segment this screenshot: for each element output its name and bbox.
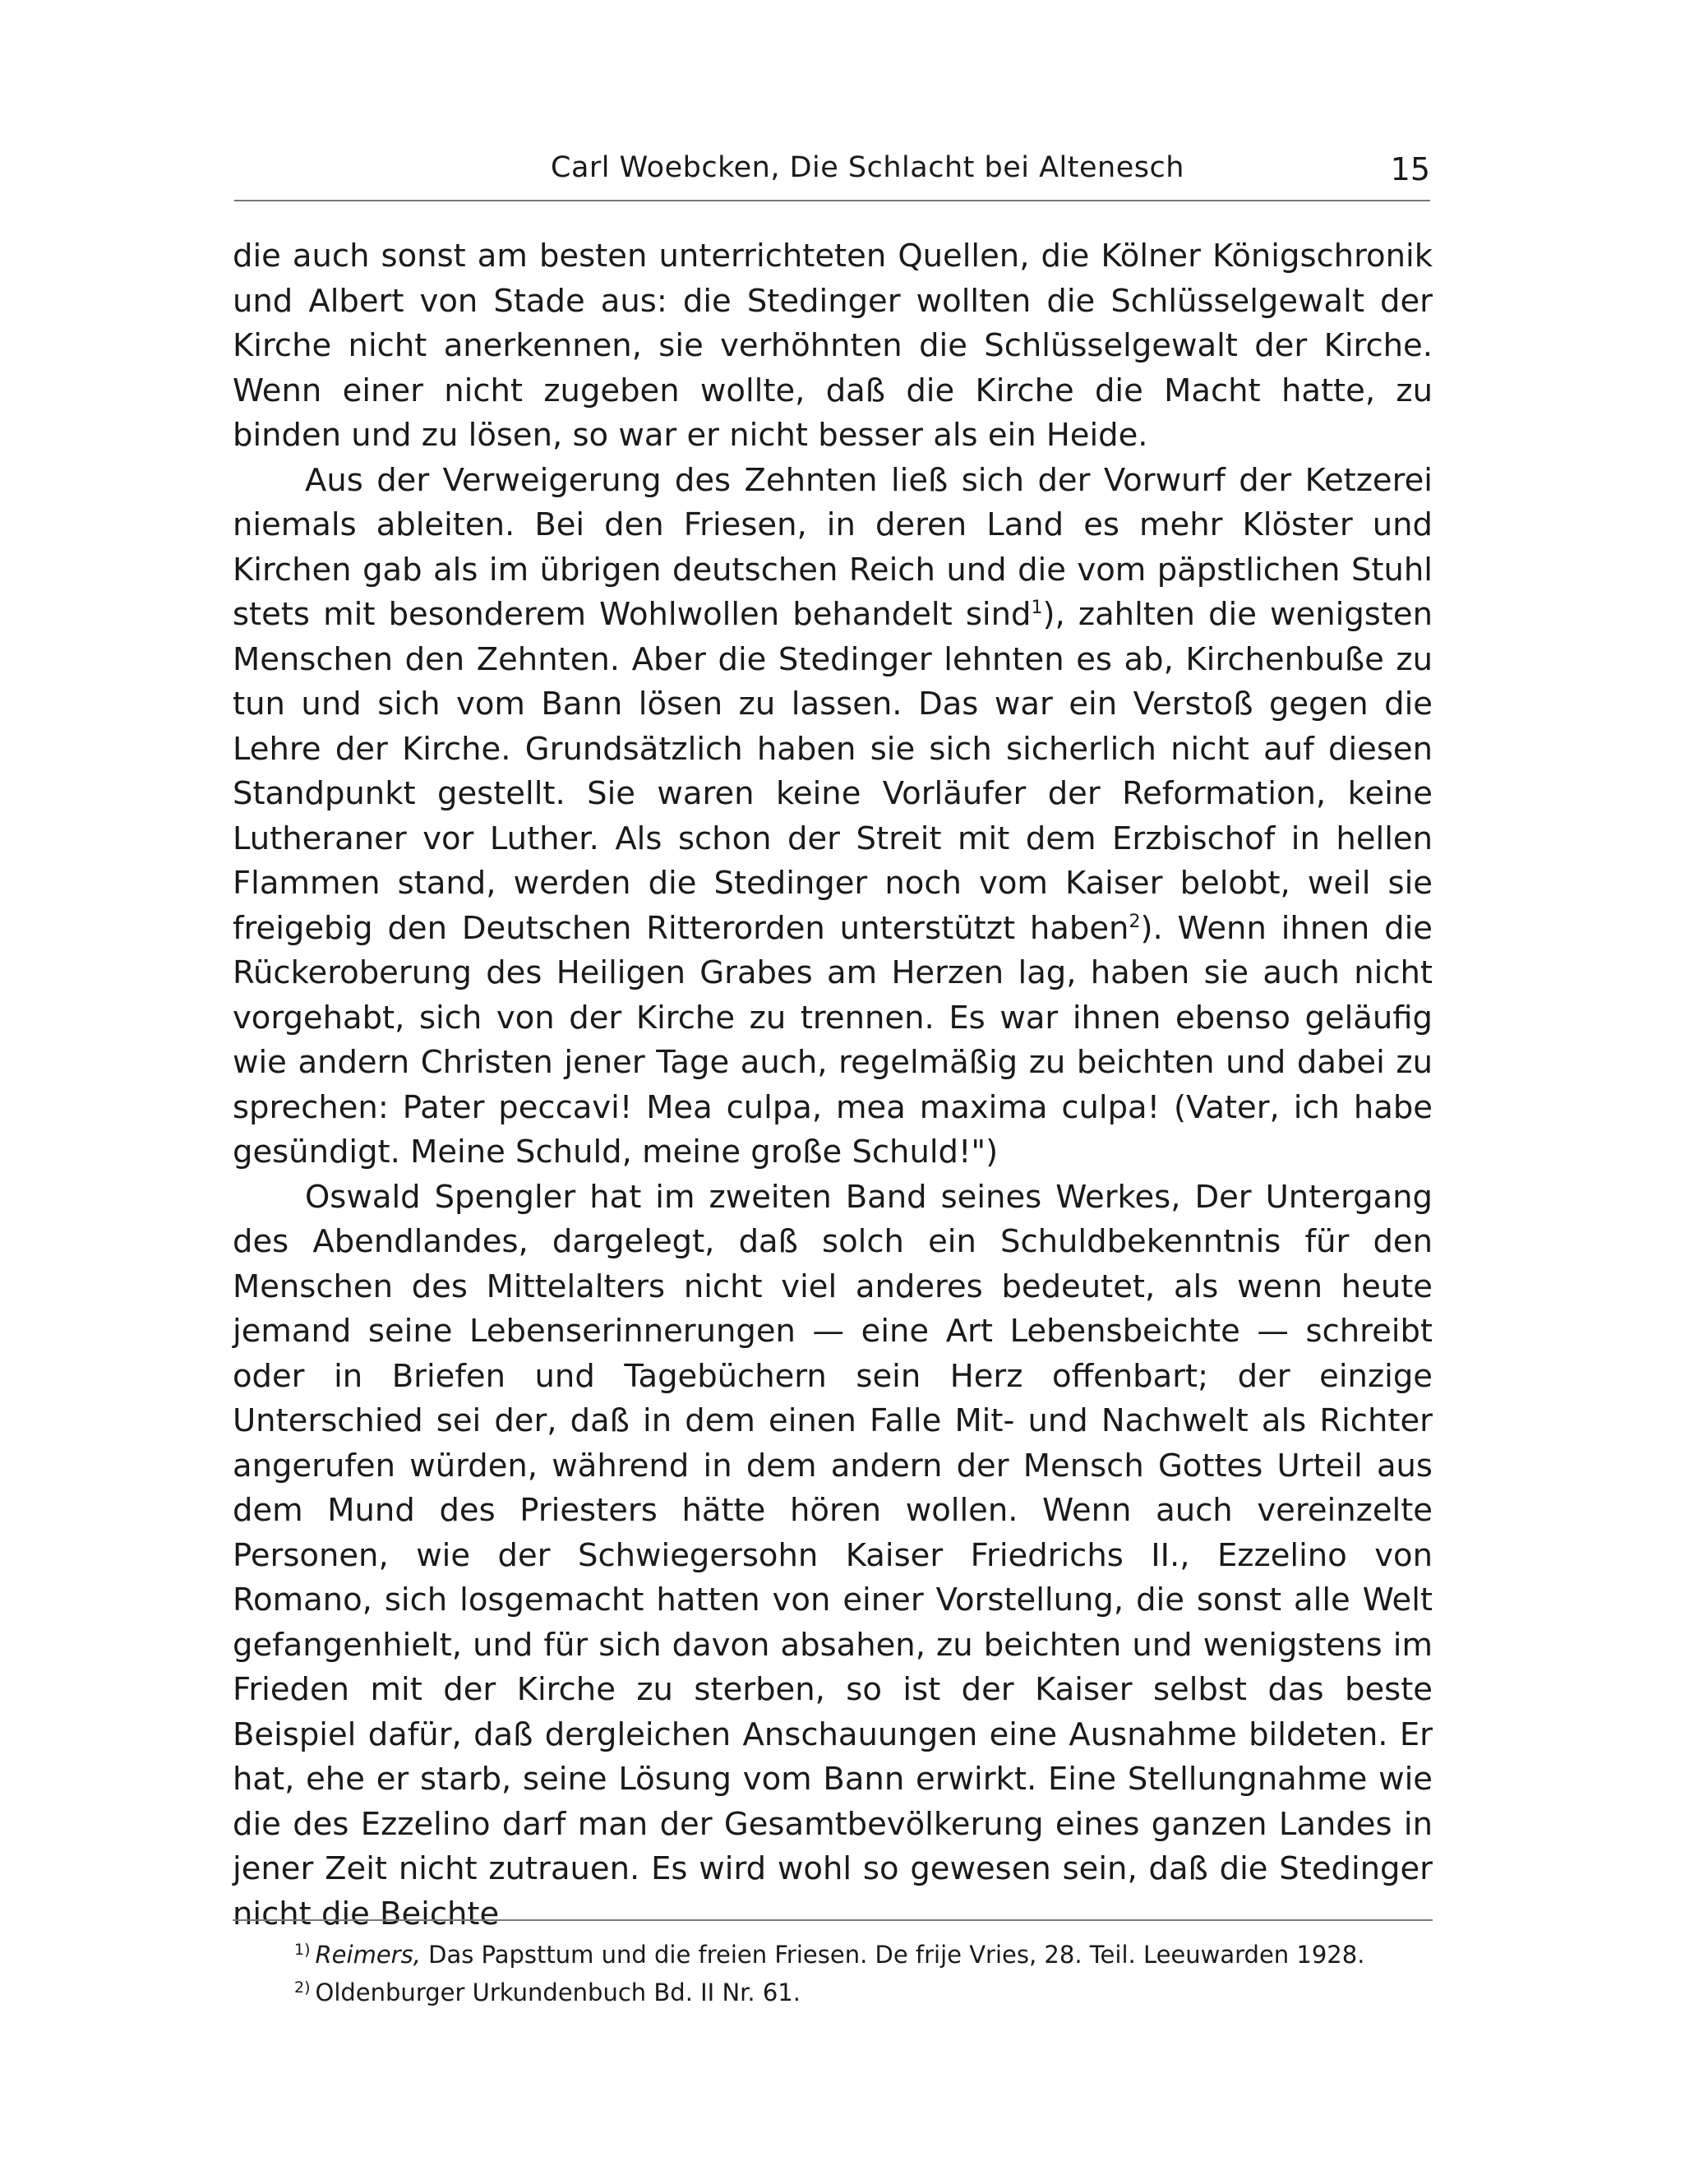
footnote-1 <box>233 1938 1433 1971</box>
footnote-1-author: Reimers, <box>315 1941 421 1969</box>
paragraph-2-part-a: Aus der Verweigerung des Zehnten ließ sich der Vorwurf der Ketzerei niemals ableiten. Bei den Friesen, in deren Land es mehr Klöster und Kirchen gab als im übrigen deutschen Reich und die vom päpstlichen Stuhl stets mit besonderem Wohlwollen behandelt sind <box>233 461 1433 633</box>
footnote-1-text: Das Papsttum und die freien Friesen. De frije Vries, 28. Teil. Leeuwarden 1928. <box>428 1941 1365 1969</box>
running-title: Carl Woebcken, Die Schlacht bei Altenesch <box>551 151 1184 184</box>
footnote-ref-2: 2 <box>1129 911 1141 932</box>
footnote-2-mark: 2) <box>294 1979 311 1997</box>
paragraph-3: Oswald Spengler hat im zweiten Band seines Werkes, Der Untergang des Abendlandes, dargelegt, daß solch ein Schuldbekenntnis für den Menschen des Mittelalters nicht viel anderes bedeutet, als wenn heute jemand seine Lebenserinnerungen — eine Art Lebensbeichte — schreibt oder in Briefen und Tagebüchern sein Herz offenbart; der einzige Unterschied sei der, daß in dem einen Falle Mit- und Nachwelt als Richter angerufen würden, während in dem andern der Mensch Gottes Urteil aus dem Mund des Priesters hätte hören wollen. Wenn auch vereinzelte Personen, wie der Schwiegersohn Kaiser Friedrichs II., Ezzelino von Romano, sich losgemacht hatten von einer Vorstellung, die sonst alle Welt gefangenhielt, und für sich davon absahen, zu beichten und wenigstens im Frieden mit der Kirche zu sterben, so ist der Kaiser selbst das beste Beispiel dafür, daß dergleichen Anschauungen eine Ausnahme bildeten. Er hat, ehe er starb, seine Lösung vom Bann erwirkt. Eine Stellungnahme wie die des Ezzelino darf man der Gesamtbevölkerung eines ganzen Landes in jener Zeit nicht zutrauen. Es wird wohl so gewesen sein, daß die Stedinger nicht die Beichte <box>233 1178 1433 1932</box>
paragraph-2-part-b: ), zahlten die wenigsten Menschen den Zehnten. Aber die Stedinger lehnten es ab, Kirchenbuße zu tun und sich vom Bann lösen zu lassen. Das war ein Verstoß gegen die Lehre der Kirche. Grundsätzlich haben sie sich sicherlich nicht auf diesen Standpunkt gestellt. Sie waren keine Vorläufer der Reformation, keine Lutheraner vor Luther. Als schon der Streit mit dem Erzbischof in hellen Flammen stand, werden die Stedinger noch vom Kaiser belobt, weil sie freigebig den Deutschen Ritterorden unterstützt haben <box>233 596 1433 947</box>
page-number: 15 <box>1390 151 1430 187</box>
paragraph-1: die auch sonst am besten unterrichteten Quellen, die Kölner Königschronik und Albert von Stade aus: die Stedinger wollten die Schlüsselgewalt der Kirche nicht anerkennen, sie verhöhnten die Schlüsselgewalt der Kirche. Wenn einer nicht zugeben wollte, daß die Kirche die Macht hatte, zu binden und zu lösen, so war er nicht besser als ein Heide. <box>233 238 1433 454</box>
body-text <box>233 234 1433 1937</box>
footnote-2 <box>233 1976 1433 2009</box>
footnotes <box>233 1938 1433 2014</box>
paragraph-2-part-c: ). Wenn ihnen die Rückeroberung des Heiligen Grabes am Herzen lag, haben sie auch nicht vorgehabt, sich von der Kirche zu trennen. Es war ihnen ebenso geläufig wie andern Christen jener Tage auch, regelmäßig zu beichten und dabei zu sprechen: Pater peccavi! Mea culpa, mea maxima culpa! (Vater, ich habe gesündigt. Meine Schuld, meine große Schuld!") <box>233 909 1433 1170</box>
running-head <box>0 151 1708 201</box>
footnote-1-mark: 1) <box>294 1941 311 1959</box>
footnote-rule <box>233 1919 1433 1921</box>
paragraph-2 <box>233 459 1433 1175</box>
footnote-ref-1: 1 <box>1031 598 1043 618</box>
header-rule <box>234 200 1430 201</box>
footnote-2-text: Oldenburger Urkundenbuch Bd. II Nr. 61. <box>315 1979 801 2006</box>
